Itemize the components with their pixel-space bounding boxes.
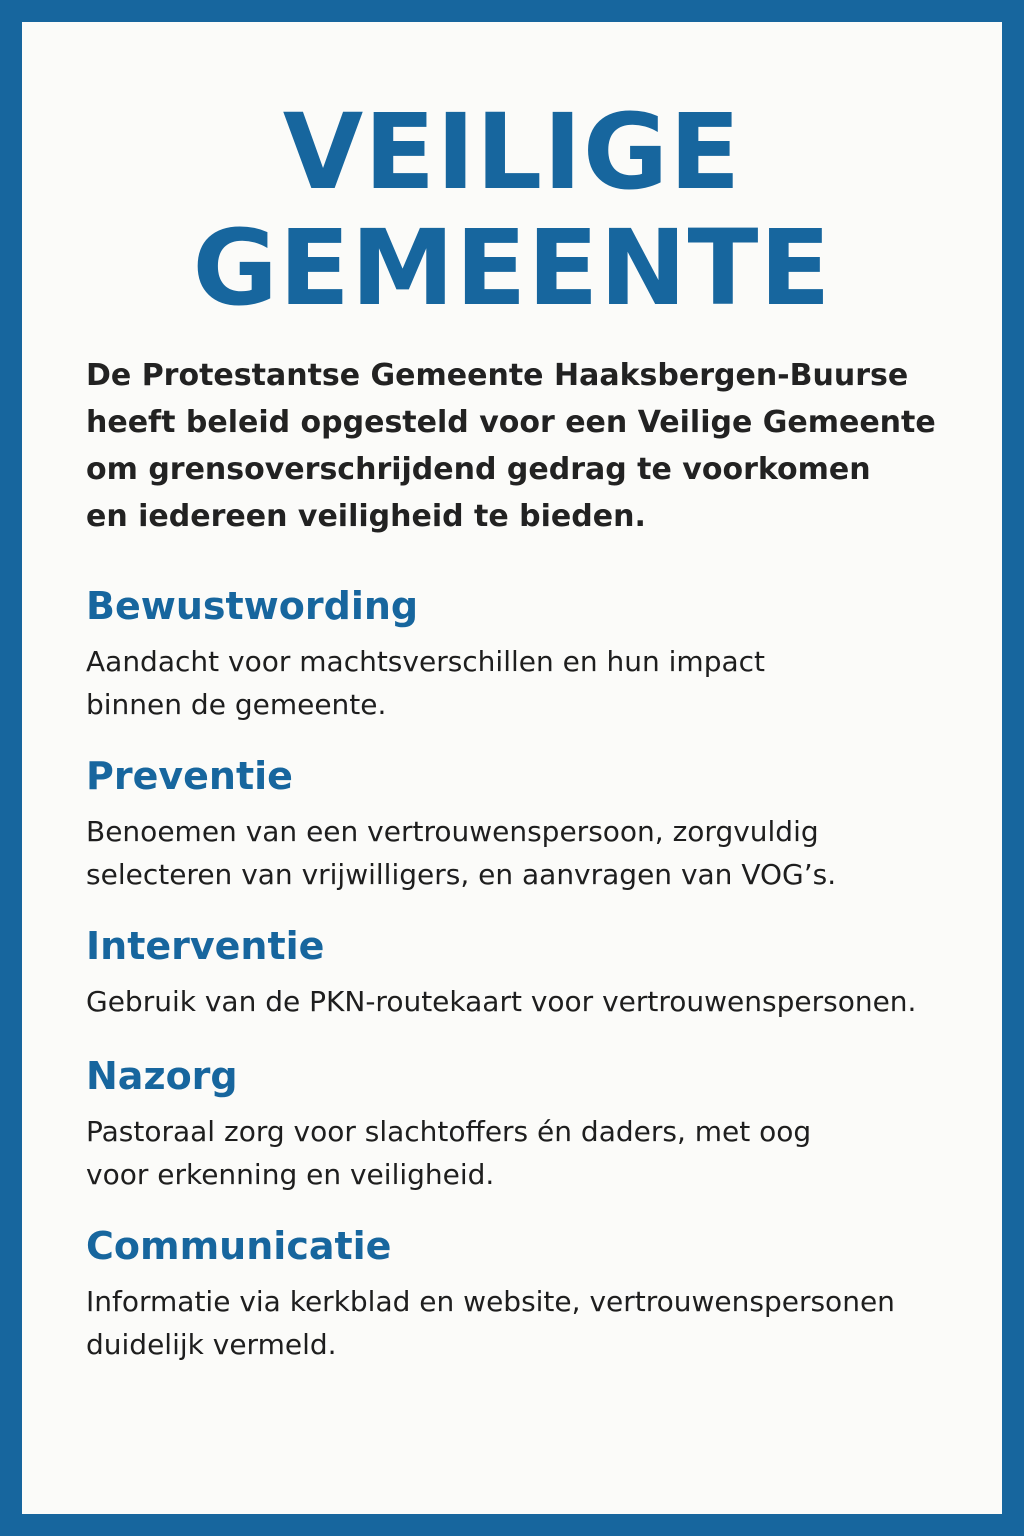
section-body: [86, 810, 986, 896]
section-bewustwording: [86, 582, 986, 726]
section-body: [86, 980, 986, 1023]
section-body-line: Pastoraal zorg voor slachtoffers én daders, met oog: [86, 1115, 812, 1148]
page-title: [22, 91, 1002, 329]
intro-line: De Protestantse Gemeente Haaksbergen-Buurse: [86, 358, 909, 393]
title-line-1: VEILIGE: [282, 91, 742, 213]
section-body-line: binnen de gemeente.: [86, 688, 387, 721]
section-heading: Bewustwording: [86, 584, 419, 628]
intro-line: en iedereen veiligheid te bieden.: [86, 499, 646, 534]
section-body-line: Benoemen van een vertrouwenspersoon, zorgvuldig: [86, 815, 819, 848]
section-body-line: voor erkenning en veiligheid.: [86, 1158, 495, 1191]
section-body: [86, 1110, 986, 1196]
section-body: [86, 1280, 986, 1366]
section-heading: Nazorg: [86, 1054, 238, 1098]
section-body-line: duidelijk vermeld.: [86, 1328, 337, 1361]
section-heading: Communicatie: [86, 1224, 392, 1268]
section-heading: Interventie: [86, 924, 325, 968]
section-body-line: Aandacht voor machtsverschillen en hun impact: [86, 645, 766, 678]
intro-paragraph: [86, 352, 986, 540]
title-line-2: GEMEENTE: [192, 207, 832, 329]
section-communicatie: [86, 1222, 986, 1366]
section-nazorg: [86, 1052, 986, 1196]
intro-line: heeft beleid opgesteld voor een Veilige Gemeente: [86, 405, 936, 440]
section-body-line: selecteren van vrijwilligers, en aanvragen van VOG’s.: [86, 858, 837, 891]
section-heading: Preventie: [86, 754, 293, 798]
section-interventie: [86, 922, 986, 1023]
intro-line: om grensoverschrijdend gedrag te voorkomen: [86, 452, 871, 487]
section-body: [86, 640, 986, 726]
section-preventie: [86, 752, 986, 896]
section-body-line: Gebruik van de PKN-routekaart voor vertrouwenspersonen.: [86, 985, 917, 1018]
section-body-line: Informatie via kerkblad en website, vertrouwenspersonen: [86, 1285, 895, 1318]
